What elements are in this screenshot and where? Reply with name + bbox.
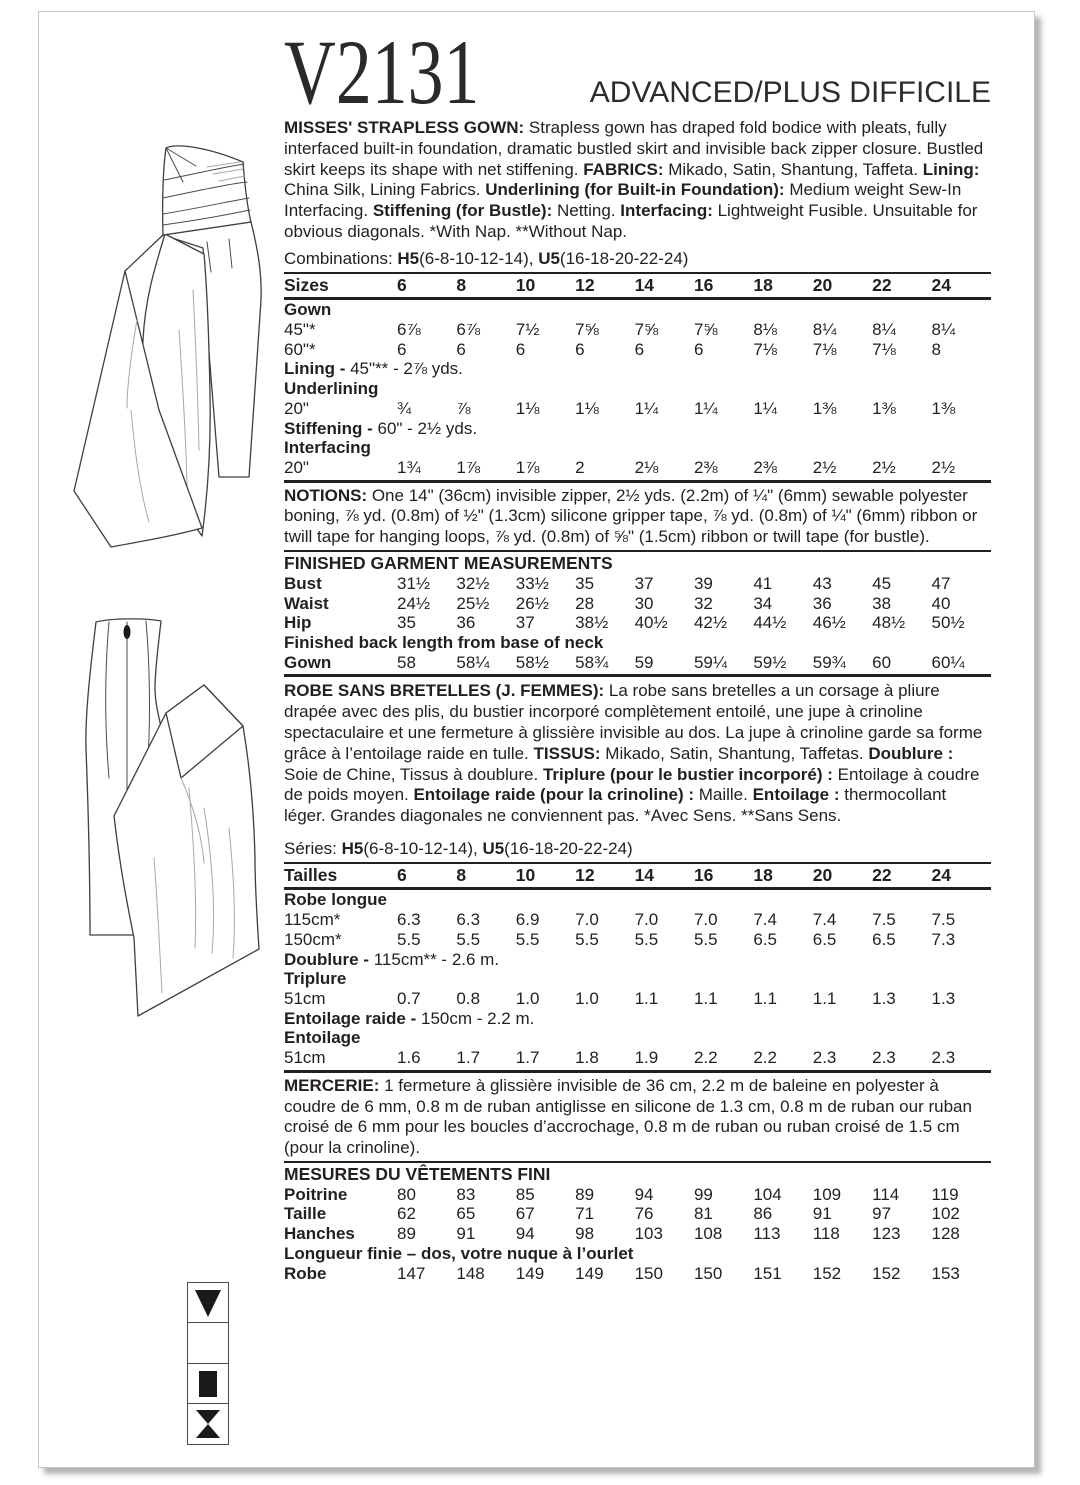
table-cell: 16: [693, 274, 714, 295]
table-cell: 1⅛: [515, 398, 540, 418]
table-cell: 104: [753, 1184, 782, 1204]
table-cell: 36: [456, 613, 476, 633]
table-cell: Triplure: [284, 969, 347, 989]
table-cell: 1.0: [515, 988, 540, 1008]
finished-measurements-table: [284, 574, 991, 673]
table-cell: 2⅛: [634, 457, 659, 477]
table-cell: 26½: [515, 593, 549, 613]
table-row: [284, 458, 991, 478]
divider: [284, 1161, 991, 1163]
table-cell: 67: [515, 1204, 535, 1224]
table-cell: 58¾: [575, 652, 609, 672]
table-row: [284, 300, 991, 320]
mesures-table: [284, 1185, 991, 1284]
table-cell: 2.2: [693, 1048, 718, 1068]
table-cell: 8¼: [812, 319, 837, 339]
table-cell: 1.6: [397, 1048, 421, 1068]
table-cell: 6.9: [515, 910, 540, 930]
table-cell: 37: [634, 573, 654, 593]
table-cell: 12: [575, 274, 595, 295]
table-row: [284, 1244, 991, 1264]
table-cell: 99: [693, 1184, 713, 1204]
divider: [284, 1070, 991, 1073]
table-cell: 148: [456, 1263, 485, 1283]
table-cell: 5.5: [575, 929, 599, 949]
table-cell: 152: [812, 1263, 842, 1283]
table-row: [284, 1264, 991, 1284]
table-cell: Bust: [284, 573, 322, 593]
table-cell: 43: [812, 573, 832, 593]
table-cell: 8¼: [872, 319, 896, 339]
table-row: [284, 653, 991, 673]
table-cell: 7⅝: [693, 319, 718, 339]
finished-measurements-title: FINISHED GARMENT MEASUREMENTS: [284, 553, 613, 573]
table-cell: Gown: [284, 652, 332, 672]
table-cell: 150: [634, 1263, 663, 1283]
table-cell: 18: [753, 274, 773, 295]
table-cell: 149: [515, 1263, 545, 1283]
table-cell: 58½: [515, 652, 549, 672]
table-cell: Waist: [284, 593, 329, 613]
table-row: [284, 1224, 991, 1244]
table-row: [284, 1204, 991, 1224]
table-cell: 8¼: [931, 319, 956, 339]
series-line: Séries: H5(6-8-10-12-14), U5(16-18-20-22-24): [284, 838, 633, 858]
table-row: [284, 438, 991, 458]
table-cell: 115cm*: [284, 910, 341, 930]
table-row: [284, 340, 991, 360]
table-cell: Lining - 45"** - 2⅞ yds.: [284, 359, 463, 379]
table-cell: 42½: [693, 613, 728, 633]
table-cell: Doublure - 115cm** - 2.6 m.: [284, 949, 500, 969]
table-cell: 5.5: [456, 929, 481, 949]
table-cell: 7.0: [693, 910, 718, 930]
table-cell: 45: [872, 573, 892, 593]
table-cell: 149: [575, 1263, 604, 1283]
table-cell: 119: [931, 1184, 959, 1204]
table-cell: 18: [753, 864, 773, 885]
divider: [284, 550, 991, 552]
table-cell: 1¼: [753, 398, 777, 418]
table-cell: 24: [931, 864, 951, 885]
table-cell: Taille: [284, 1204, 327, 1224]
table-row: [284, 1028, 991, 1048]
table-cell: 47: [931, 573, 951, 593]
mark-blank: [187, 1322, 229, 1364]
table-cell: 1.1: [634, 988, 659, 1008]
table-cell: 20: [812, 274, 833, 295]
table-header-row: [284, 272, 991, 301]
combinations-line: Combinations: H5(6-8-10-12-14), U5(16-18-20-22-24): [284, 248, 689, 268]
table-cell: 1⅜: [872, 398, 896, 418]
table-cell: 103: [634, 1224, 663, 1244]
table-row: [284, 613, 991, 633]
table-cell: 1.0: [575, 988, 599, 1008]
table-cell: 6: [397, 274, 407, 295]
table-cell: 118: [812, 1224, 840, 1244]
table-cell: 76: [634, 1204, 654, 1224]
table-cell: 2: [575, 457, 585, 477]
table-cell: 38: [872, 593, 892, 613]
table-cell: 7.3: [931, 929, 956, 949]
table-cell: 1⅞: [456, 457, 481, 477]
table-cell: 81: [693, 1204, 713, 1224]
table-cell: 97: [872, 1204, 892, 1224]
table-cell: 7.0: [575, 910, 599, 930]
table-cell: 6: [575, 339, 585, 359]
table-cell: Entoilage raide - 150cm - 2.2 m.: [284, 1008, 535, 1028]
table-cell: 151: [753, 1263, 782, 1283]
table-row: [284, 399, 991, 419]
table-cell: 35: [397, 613, 416, 633]
table-cell: Hip: [284, 613, 312, 633]
table-cell: 6: [634, 339, 645, 359]
table-cell: 7⅝: [634, 319, 659, 339]
difficulty-level: ADVANCED/PLUS DIFFICILE: [589, 76, 991, 109]
table-cell: 152: [872, 1263, 901, 1283]
table-cell: 147: [397, 1263, 426, 1283]
table-cell: Stiffening - 60" - 2½ yds.: [284, 418, 478, 438]
table-cell: 24½: [397, 593, 431, 613]
table-row: [284, 890, 991, 910]
table-row: [284, 574, 991, 594]
table-row: [284, 1185, 991, 1205]
table-cell: 91: [812, 1204, 832, 1224]
printer-calibration-marks: [187, 1282, 229, 1445]
table-cell: 150cm*: [284, 929, 342, 949]
table-cell: Poitrine: [284, 1184, 348, 1204]
table-cell: 28: [575, 593, 595, 613]
table-cell: 1.8: [575, 1048, 599, 1068]
table-row: [284, 379, 991, 399]
table-cell: 1.9: [634, 1048, 659, 1068]
table-cell: 20": [284, 398, 309, 418]
table-header-row: [284, 862, 991, 891]
table-cell: 7½: [515, 319, 540, 339]
description-english: MISSES' STRAPLESS GOWN: Strapless gown has draped fold bodice with pleats, fully interfaced built-in foundation, dramatic bustled skirt and invisible back zipper closure. Bustled skirt keeps its shape with net stiffening. FABRICS: Mikado, Satin, Shantung, Taffeta. Lining: China Silk, Lining Fabrics. Underlining (for Built-in Foundation): Medium weight Sew-In Interfacing. Stiffening (for Bustle): Netting. Interfacing: Lightweight Fusible. Unsuitable for obvious diagonals. *With Nap. **Without Nap.: [284, 118, 984, 241]
table-cell: 6⅞: [456, 319, 481, 339]
mercerie-paragraph: MERCERIE: 1 fermeture à glissière invisible de 36 cm, 2.2 m de baleine en polyester à coudre de 6 mm, 0.8 m de ruban antiglisse en silicone de 1.3 cm, 0.8 m de ruban our ruban croisé de 6 mm pour les boucles d’accrochage, 0.8 m de ruban ou ruban croisé de 1.5 cm (pour la crinoline).: [284, 1075, 972, 1158]
gown-front-illustration: [59, 140, 274, 565]
table-cell: 71: [575, 1204, 595, 1224]
table-cell: 5.5: [515, 929, 540, 949]
table-cell: 7.5: [872, 910, 896, 930]
table-cell: 14: [634, 274, 655, 295]
table-cell: Tailles: [284, 864, 338, 885]
table-cell: 91: [456, 1224, 476, 1244]
table-cell: 62: [397, 1204, 416, 1224]
table-cell: 6.5: [872, 929, 896, 949]
table-cell: Entoilage: [284, 1028, 361, 1048]
gown-back-illustration: [54, 608, 274, 1020]
table-cell: 113: [753, 1224, 781, 1244]
table-cell: 7.0: [634, 910, 659, 930]
table-cell: 5.5: [634, 929, 659, 949]
table-cell: 153: [931, 1263, 960, 1283]
table-cell: 32: [693, 593, 713, 613]
table-cell: 33½: [515, 573, 549, 593]
table-cell: 51cm: [284, 1048, 326, 1068]
table-cell: 108: [693, 1224, 723, 1244]
table-cell: 58¼: [456, 652, 490, 672]
table-row: [284, 320, 991, 340]
table-cell: 0.8: [456, 988, 481, 1008]
table-cell: 1¾: [397, 457, 421, 477]
table-cell: 1.1: [812, 988, 837, 1008]
mark-hourglass-icon: [187, 1403, 229, 1445]
table-cell: 14: [634, 864, 655, 885]
table-cell: Gown: [284, 300, 332, 320]
pattern-number: V2131: [284, 21, 480, 123]
table-cell: 5.5: [397, 929, 421, 949]
table-cell: 6.5: [753, 929, 777, 949]
table-cell: 6: [397, 339, 407, 359]
table-cell: 48½: [872, 613, 906, 633]
divider: [284, 674, 991, 677]
table-cell: 24: [931, 274, 951, 295]
table-cell: 2½: [872, 457, 896, 477]
table-cell: 31½: [397, 573, 431, 593]
table-cell: 37: [515, 613, 535, 633]
table-cell: 8⅛: [753, 319, 777, 339]
table-row: [284, 950, 991, 970]
table-cell: 5.5: [693, 929, 718, 949]
table-row: [284, 930, 991, 950]
table-cell: 8: [931, 339, 941, 359]
mesures-title: MESURES DU VÊTEMENTS FINI: [284, 1163, 551, 1184]
mark-triangle-down-icon: [187, 1282, 229, 1324]
table-cell: 45"*: [284, 319, 316, 339]
table-cell: 34: [753, 593, 773, 613]
table-cell: 39: [693, 573, 713, 593]
table-cell: 1.3: [931, 988, 956, 1008]
table-cell: 86: [753, 1204, 773, 1224]
table-cell: 60: [872, 652, 892, 672]
text-column: [284, 21, 991, 1283]
table-cell: Underlining: [284, 379, 379, 399]
table-cell: Sizes: [284, 274, 329, 295]
table-cell: 6: [693, 339, 704, 359]
table-cell: 36: [812, 593, 832, 613]
table-cell: 50½: [931, 613, 965, 633]
table-cell: 80: [397, 1184, 416, 1204]
table-cell: 102: [931, 1204, 960, 1224]
table-cell: 10: [515, 864, 536, 885]
mark-square-icon: [187, 1363, 229, 1405]
table-cell: 2½: [812, 457, 837, 477]
table-row: [284, 1048, 991, 1068]
table-cell: 2½: [931, 457, 956, 477]
table-cell: 94: [515, 1224, 535, 1244]
table-cell: Hanches: [284, 1224, 355, 1244]
table-cell: 58: [397, 652, 416, 672]
table-cell: Longueur finie – dos, votre nuque à l’ourlet: [284, 1243, 634, 1263]
table-row: [284, 633, 991, 653]
table-cell: 12: [575, 864, 595, 885]
table-cell: 22: [872, 274, 892, 295]
yardage-table-french: [284, 862, 991, 1068]
table-cell: Interfacing: [284, 438, 371, 458]
table-cell: 7.4: [753, 910, 777, 930]
table-cell: 7.5: [931, 910, 956, 930]
table-cell: Robe longue: [284, 890, 387, 910]
pattern-envelope-back: [38, 11, 1035, 1468]
table-row: [284, 910, 991, 930]
zipper-pull: [124, 625, 131, 639]
table-cell: 59¼: [693, 652, 728, 672]
table-cell: 38½: [575, 613, 609, 633]
table-row: [284, 419, 991, 439]
table-cell: 2.2: [753, 1048, 777, 1068]
table-cell: 2.3: [812, 1048, 837, 1068]
yardage-table-english: [284, 272, 991, 478]
divider: [284, 480, 991, 483]
table-cell: 0.7: [397, 988, 421, 1008]
title-row: [284, 21, 991, 123]
table-cell: 40: [931, 593, 951, 613]
table-cell: ¾: [397, 398, 412, 418]
table-cell: 41: [753, 573, 773, 593]
table-cell: 59½: [753, 652, 787, 672]
table-cell: Finished back length from base of neck: [284, 632, 604, 652]
table-cell: 44½: [753, 613, 787, 633]
table-cell: 1⅜: [931, 398, 956, 418]
table-cell: 1.7: [515, 1048, 540, 1068]
table-cell: 1.7: [456, 1048, 481, 1068]
table-cell: 60¼: [931, 652, 965, 672]
table-cell: 1⅜: [812, 398, 837, 418]
table-cell: 6.3: [456, 910, 481, 930]
table-cell: 20": [284, 457, 309, 477]
table-cell: 40½: [634, 613, 668, 633]
table-cell: 1¼: [693, 398, 718, 418]
table-row: [284, 594, 991, 614]
table-cell: 114: [872, 1184, 900, 1204]
table-cell: 25½: [456, 593, 490, 613]
description-french: ROBE SANS BRETELLES (J. FEMMES): La robe sans bretelles a un corsage à pliure drapée avec des plis, du bustier incorporé complètement entoilé, une jupe à crinoline spectaculaire et une fermeture à glissière invisible au dos. La jupe à crinoline garde sa forme grâce à l’entoilage raide en tulle. TISSUS: Mikado, Satin, Shantung, Taffetas. Doublure : Soie de Chine, Tissus à doublure. Triplure (pour le bustier incorporé) : Entoilage à coudre de poids moyen. Entoilage raide (pour la crinoline) : Maille. Entoilage : thermocollant léger. Grandes diagonales ne conviennent pas. *Avec Sens. **Sans Sens.: [284, 681, 983, 826]
table-cell: 98: [575, 1224, 595, 1244]
table-cell: 1.1: [693, 988, 718, 1008]
table-cell: 6.5: [812, 929, 837, 949]
table-cell: 46½: [812, 613, 846, 633]
table-row: [284, 989, 991, 1009]
table-cell: 2.3: [872, 1048, 896, 1068]
table-row: [284, 1009, 991, 1029]
table-cell: 51cm: [284, 988, 326, 1008]
table-cell: 7.4: [812, 910, 837, 930]
table-cell: 150: [693, 1263, 723, 1283]
table-cell: 89: [397, 1224, 416, 1244]
table-cell: 2⅜: [753, 457, 777, 477]
table-cell: ⅞: [456, 398, 471, 418]
table-cell: 7⅛: [872, 339, 896, 359]
table-cell: 1⅞: [515, 457, 540, 477]
table-cell: 32½: [456, 573, 490, 593]
table-cell: 35: [575, 573, 595, 593]
table-cell: 1.1: [753, 988, 777, 1008]
table-cell: 59: [634, 652, 654, 672]
table-cell: 1⅛: [575, 398, 599, 418]
table-cell: 7⅝: [575, 319, 599, 339]
table-cell: 6: [515, 339, 526, 359]
table-cell: Robe: [284, 1263, 327, 1283]
table-cell: 8: [456, 274, 467, 295]
table-cell: 85: [515, 1184, 535, 1204]
table-cell: 8: [456, 864, 467, 885]
table-cell: 128: [931, 1224, 960, 1244]
table-cell: 2⅜: [693, 457, 718, 477]
table-cell: 123: [872, 1224, 901, 1244]
notions-paragraph: NOTIONS: One 14" (36cm) invisible zipper, 2½ yds. (2.2m) of ¼" (6mm) sewable polyester boning, ⅞ yd. (0.8m) of ½" (1.3cm) silicone gripper tape, ⅞ yd. (0.8m) of ¼" (6mm) ribbon or twill tape for hanging loops, ⅞ yd. (0.8m) of ⅝" (1.5cm) ribbon or twill tape (for bustle).: [284, 485, 978, 547]
table-cell: 89: [575, 1184, 595, 1204]
table-cell: 22: [872, 864, 892, 885]
table-row: [284, 969, 991, 989]
table-cell: 7⅛: [753, 339, 777, 359]
table-cell: 6⅞: [397, 319, 421, 339]
table-cell: 65: [456, 1204, 476, 1224]
table-cell: 83: [456, 1184, 476, 1204]
table-cell: 94: [634, 1184, 654, 1204]
table-cell: 7⅛: [812, 339, 837, 359]
table-row: [284, 359, 991, 379]
table-cell: 6: [456, 339, 466, 359]
table-cell: 16: [693, 864, 714, 885]
table-cell: 10: [515, 274, 536, 295]
table-cell: 6: [397, 864, 407, 885]
table-cell: 109: [812, 1184, 842, 1204]
table-cell: 30: [634, 593, 654, 613]
table-cell: 1.3: [872, 988, 896, 1008]
table-cell: 20: [812, 864, 833, 885]
table-cell: 59¾: [812, 652, 846, 672]
table-cell: 6.3: [397, 910, 421, 930]
table-cell: 60"*: [284, 339, 316, 359]
table-cell: 2.3: [931, 1048, 956, 1068]
table-cell: 1¼: [634, 398, 659, 418]
